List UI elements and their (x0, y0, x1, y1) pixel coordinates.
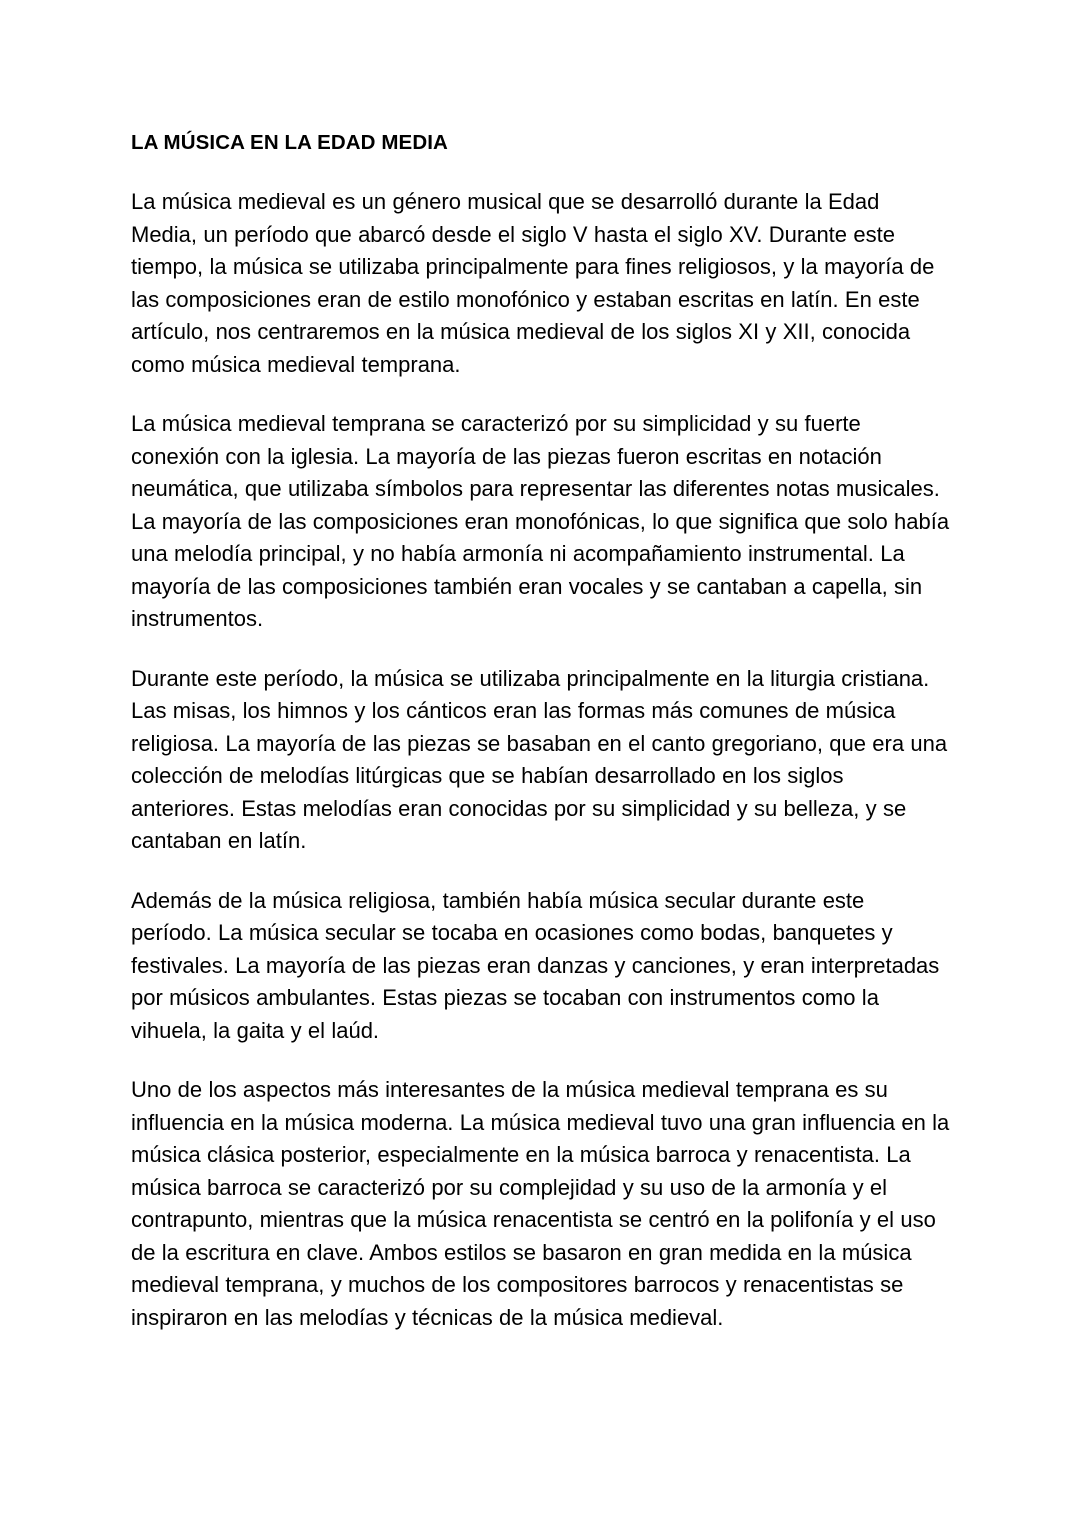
document-page (131, 128, 951, 1361)
paragraph-1: La música medieval es un género musical que se desarrolló durante la Edad Media, un período que abarcó desde el siglo V hasta el siglo XV. Durante este tiempo, la música se utilizaba principalmente para fines religiosos, y la mayoría de las composiciones eran de estilo monofónico y estaban escritas en latín. En este artículo, nos centraremos en la música medieval de los siglos XI y XII, conocida como música medieval temprana. (131, 189, 935, 377)
paragraph-2: La música medieval temprana se caracterizó por su simplicidad y su fuerte conexión con la iglesia. La mayoría de las piezas fueron escritas en notación neumática, que utilizaba símbolos para representar las diferentes notas musicales. La mayoría de las composiciones eran monofónicas, lo que significa que solo había una melodía principal, y no había armonía ni acompañamiento instrumental. La mayoría de las composiciones también eran vocales y se cantaban a capella, sin instrumentos. (131, 411, 950, 631)
document-title: LA MÚSICA EN LA EDAD MEDIA (131, 131, 448, 154)
paragraph-5: Uno de los aspectos más interesantes de la música medieval temprana es su influencia en la música moderna. La música medieval tuvo una gran influencia en la música clásica posterior, especialmente en la música barroca y renacentista. La música barroca se caracterizó por su complejidad y su uso de la armonía y el contrapunto, mientras que la música renacentista se centró en la polifonía y el uso de la escritura en clave. Ambos estilos se basaron en gran medida en la música medieval temprana, y muchos de los compositores barrocos y renacentistas se inspiraron en las melodías y técnicas de la música medieval. (131, 1077, 950, 1330)
paragraph-4: Además de la música religiosa, también había música secular durante este período. La música secular se tocaba en ocasiones como bodas, banquetes y festivales. La mayoría de las piezas eran danzas y canciones, y eran interpretadas por músicos ambulantes. Estas piezas se tocaban con instrumentos como la vihuela, la gaita y el laúd. (131, 887, 940, 1043)
paragraph-3: Durante este período, la música se utilizaba principalmente en la liturgia cristiana. Las misas, los himnos y los cánticos eran las formas más comunes de música religiosa. La mayoría de las piezas se basaban en el canto gregoriano, que era una colección de melodías litúrgicas que se habían desarrollado en los siglos anteriores. Estas melodías eran conocidas por su simplicidad y su belleza, y se cantaban en latín. (131, 665, 948, 853)
